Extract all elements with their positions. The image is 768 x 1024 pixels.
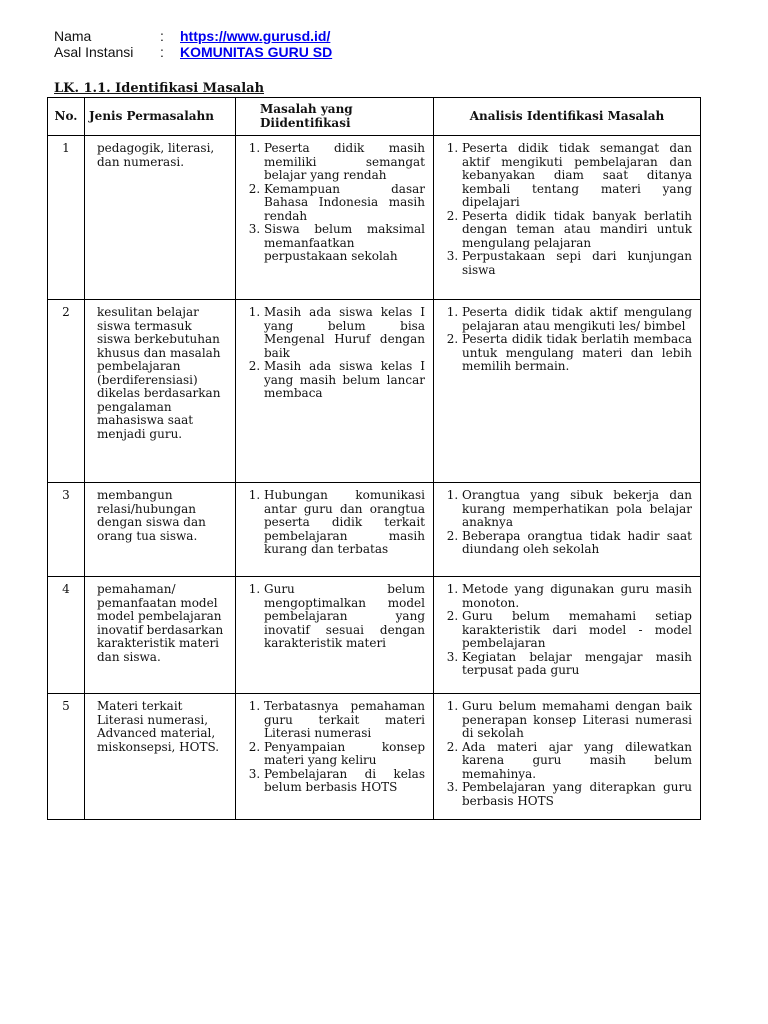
row-number: 4 [48,577,85,694]
list-item: 2. Beberapa orangtua tidak hadir saat diundang oleh sekolah [462,530,692,557]
list-item: 1. Guru belum memahami dengan baik penerapan konsep Literasi numerasi di sekolah [462,700,692,741]
list-item: 2. Ada materi ajar yang dilewatkan karena guru masih belum memahinya. [462,741,692,782]
header-analisis: Analisis Identifikasi Masalah [434,98,701,136]
list-item: 1. Orangtua yang sibuk bekerja dan kurang memperhatikan pola belajar anaknya [462,489,692,530]
instansi-colon: : [160,44,164,60]
nama-label: Nama [54,28,92,44]
worksheet-title: LK. 1.1. Identifikasi Masalah [54,81,265,96]
list-item: 1. Terbatasnya pemahaman guru terkait materi Literasi numerasi [264,700,425,741]
identification-table [47,97,701,820]
analysis-list [440,583,692,678]
identified-problems-cell [236,136,434,300]
table-body [48,136,701,820]
list-item: 3. Pembelajaran yang diterapkan guru berbasis HOTS [462,781,692,808]
analysis-cell [434,577,701,694]
row-number: 3 [48,483,85,577]
table-row [48,300,701,483]
instansi-label: Asal Instansi [54,44,134,60]
list-item: 1. Hubungan komunikasi antar guru dan orangtua peserta didik terkait pembelajaran masih kurang dan terbatas [264,489,425,557]
header-jenis: Jenis Permasalahn [85,98,236,136]
problem-list [242,700,425,795]
analysis-cell [434,694,701,820]
nama-link[interactable]: https://www.gurusd.id/ [180,28,331,44]
row-number: 2 [48,300,85,483]
nama-colon: : [160,28,164,44]
identified-problems-cell [236,694,434,820]
problem-list [242,583,425,651]
table-row [48,694,701,820]
problem-type-cell: pedagogik, literasi, dan numerasi. [85,136,236,300]
analysis-list [440,306,692,374]
header-masalah: Masalah yang Diidentifikasi [236,98,434,136]
list-item: 2. Penyampaian konsep materi yang keliru [264,741,425,768]
list-item: 1. Peserta didik tidak aktif mengulang pelajaran atau mengikuti les/ bimbel [462,306,692,333]
problem-list [242,142,425,264]
problem-list [242,489,425,557]
problem-type-cell: kesulitan belajar siswa termasuk siswa berkebutuhan khusus dan masalah pembelajaran (berdiferensiasi) dikelas berdasarkan pengalaman mahasiswa saat menjadi guru. [85,300,236,483]
problem-type-cell: pemahaman/ pemanfaatan model model pembelajaran inovatif berdasarkan karakteristik materi dan siswa. [85,577,236,694]
list-item: 2. Peserta didik tidak berlatih membaca untuk mengulang materi dan lebih memilih bermain. [462,333,692,374]
table-row [48,136,701,300]
row-number: 5 [48,694,85,820]
list-item: 3. Pembelajaran di kelas belum berbasis HOTS [264,768,425,795]
list-item: 2. Kemampuan dasar Bahasa Indonesia masih rendah [264,183,425,224]
row-number: 1 [48,136,85,300]
identified-problems-cell [236,577,434,694]
list-item: 1. Metode yang digunakan guru masih monoton. [462,583,692,610]
identity-header [54,28,332,60]
table-row [48,483,701,577]
problem-type-cell: membangun relasi/hubungan dengan siswa dan orang tua siswa. [85,483,236,577]
nama-row [54,28,332,44]
identified-problems-cell [236,300,434,483]
list-item: 2. Peserta didik tidak banyak berlatih dengan teman atau mandiri untuk mengulang pelajaran [462,210,692,251]
header-no: No. [48,98,85,136]
list-item: 2. Masih ada siswa kelas I yang masih belum lancar membaca [264,360,425,401]
problem-list [242,306,425,401]
list-item: 1. Guru belum mengoptimalkan model pembelajaran yang inovatif sesuai dengan karakteristik materi [264,583,425,651]
instansi-row [54,44,332,60]
list-item: 3. Kegiatan belajar mengajar masih terpusat pada guru [462,651,692,678]
identified-problems-cell [236,483,434,577]
analysis-cell [434,136,701,300]
list-item: 1. Masih ada siswa kelas I yang belum bisa Mengenal Huruf dengan baik [264,306,425,360]
analysis-cell [434,483,701,577]
table-header-row [48,98,701,136]
problem-type-cell: Materi terkait Literasi numerasi, Advanced material, miskonsepsi, HOTS. [85,694,236,820]
analysis-list [440,142,692,277]
table-row [48,577,701,694]
list-item: 2. Guru belum memahami setiap karakteristik dari model - model pembelajaran [462,610,692,651]
analysis-list [440,700,692,808]
list-item: 1. Peserta didik masih memiliki semangat belajar yang rendah [264,142,425,183]
list-item: 1. Peserta didik tidak semangat dan aktif mengikuti pembelajaran dan kebanyakan diam saat ditanya kembali tentang materi yang dipelajari [462,142,692,210]
instansi-link[interactable]: KOMUNITAS GURU SD [180,44,333,60]
analysis-list [440,489,692,557]
list-item: 3. Perpustakaan sepi dari kunjungan siswa [462,250,692,277]
list-item: 3. Siswa belum maksimal memanfaatkan perpustakaan sekolah [264,223,425,264]
analysis-cell [434,300,701,483]
